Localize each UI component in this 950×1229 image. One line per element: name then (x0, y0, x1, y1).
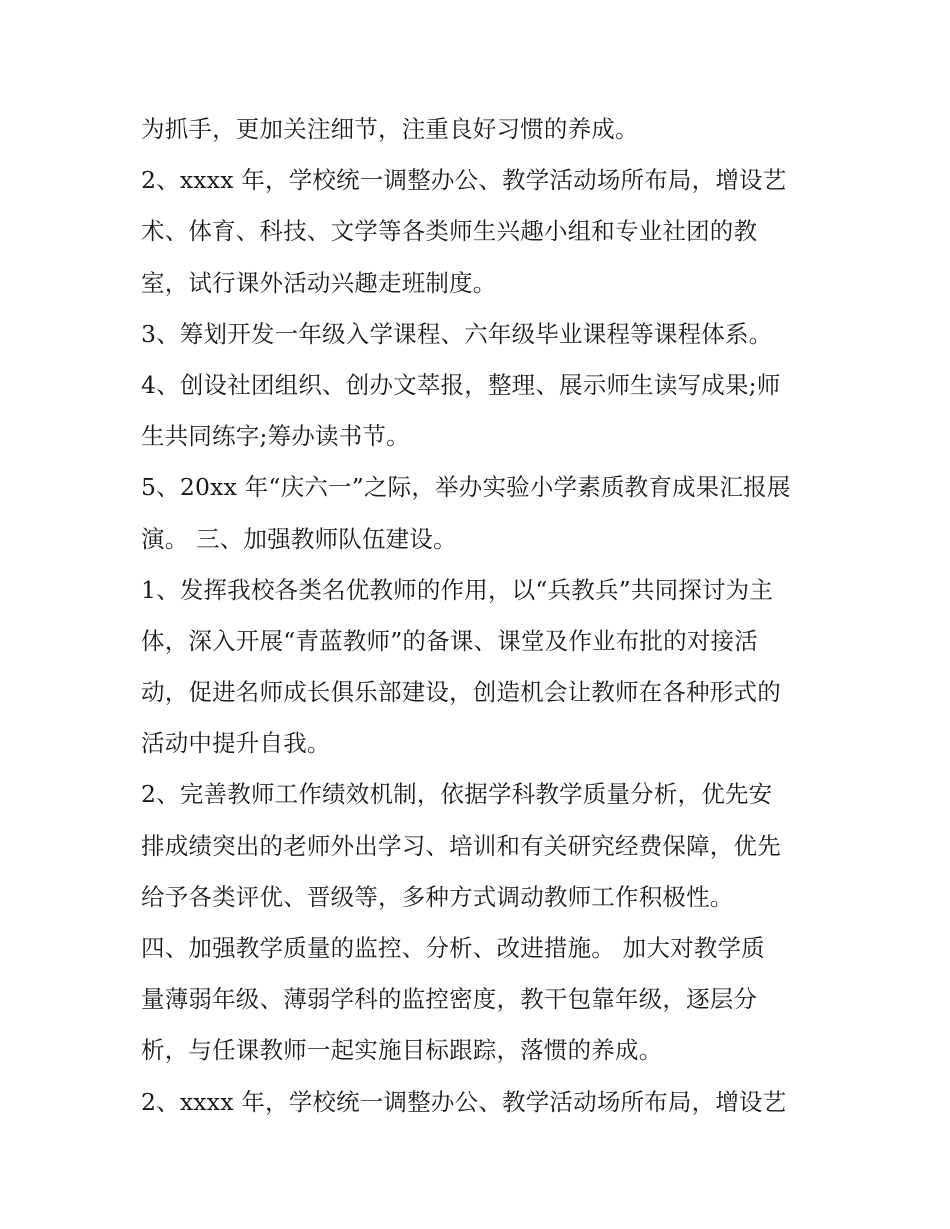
text-line: 5、20xx 年“庆六一”之际，举办实验小学素质教育成果汇报展 (141, 473, 791, 502)
text-line: 为抓手，更加关注细节，注重良好习惯的养成。 (141, 115, 639, 143)
text-line: 体，深入开展“青蓝教师”的备课、课堂及作业布批的对接活 (141, 626, 758, 655)
text-line: 演。 三、加强教师队伍建设。 (141, 524, 457, 553)
text-line: 室，试行课外活动兴趣走班制度。 (141, 268, 497, 297)
text-line: 析，与任课教师一起实施目标跟踪，落惯的养成。 (141, 1036, 663, 1065)
text-line: 给予各类评优、晋级等，多种方式调动教师工作积极性。 (141, 882, 734, 911)
document-body (141, 109, 821, 1133)
text-line: 3、筹划开发一年级入学课程、六年级毕业课程等课程体系。 (141, 319, 773, 348)
text-line: 2、xxxx 年，学校统一调整办公、教学活动场所布局，增设艺 (141, 1087, 787, 1116)
text-line: 1、发挥我校各类名优教师的作用，以“兵教兵”共同探讨为主 (141, 575, 774, 604)
text-line: 排成绩突出的老师外出学习、培训和有关研究经费保障，优先 (141, 831, 781, 860)
text-line: 动，促进名师成长俱乐部建设，创造机会让教师在各种形式的 (141, 678, 781, 707)
text-line: 4、创设社团组织、创办文萃报，整理、展示师生读写成果;师 (141, 370, 781, 399)
text-line: 术、体育、科技、文学等各类师生兴趣小组和专业社团的教 (141, 217, 758, 246)
text-line: 2、完善教师工作绩效机制，依据学科教学质量分析，优先安 (141, 780, 773, 809)
text-line: 2、xxxx 年，学校统一调整办公、教学活动场所布局，增设艺 (141, 166, 787, 195)
text-line: 四、加强教学质量的监控、分析、改进措施。 加大对教学质 (141, 934, 765, 962)
text-line: 量薄弱年级、薄弱学科的监控密度，教干包靠年级，逐层分 (141, 985, 758, 1014)
text-line: 生共同练字;筹办读书节。 (141, 422, 410, 451)
text-line: 活动中提升自我。 (141, 729, 331, 758)
